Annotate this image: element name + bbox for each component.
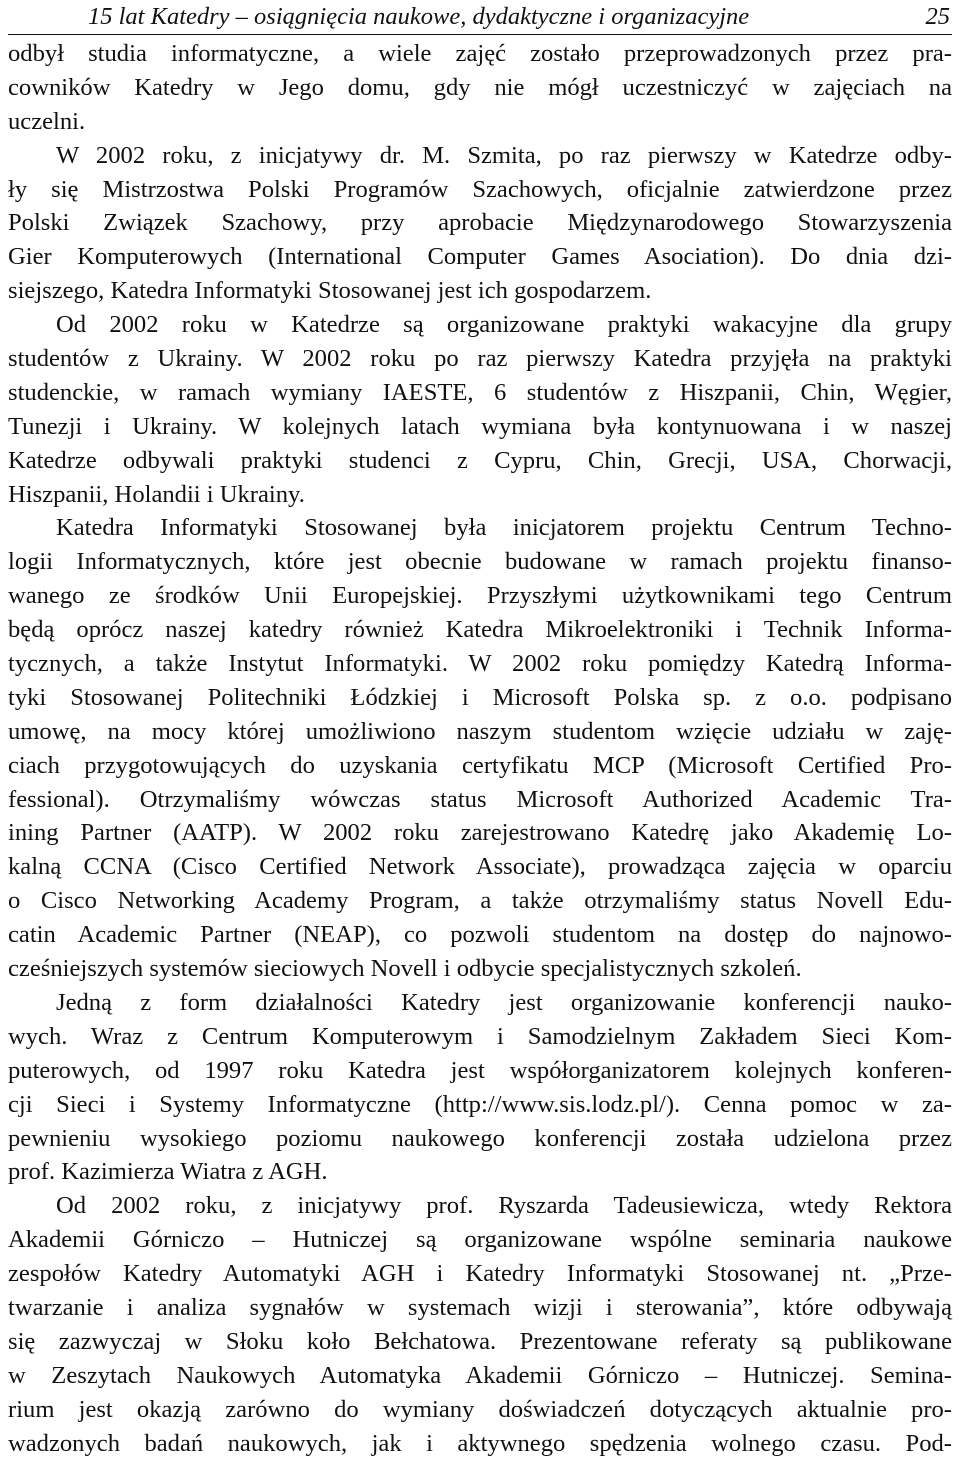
text-line: kalną CCNA (Cisco Certified Network Associate), prowadząca zajęcia w oparciu [8, 853, 952, 881]
text-line: cji Sieci i Systemy Informatyczne (http://www.sis.lodz.pl/). Cenna pomoc w za- [8, 1090, 952, 1118]
text-line: Jedną z form działalności Katedry jest organizowanie konferencji nauko- [56, 988, 952, 1016]
text-line: cześniejszych systemów sieciowych Novell i odbycie specjalistycznych szkoleń. [8, 955, 802, 983]
text-line: siejszego, Katedra Informatyki Stosowanej jest ich gospodarzem. [8, 277, 652, 305]
text-line: ciach przygotowujących do uzyskania certyfikatu MCP (Microsoft Certified Pro- [8, 751, 952, 779]
body-text [8, 37, 952, 1460]
text-line: umowę, na mocy której umożliwiono naszym studentom wzięcie udziału w zaję- [8, 717, 952, 745]
text-line: Gier Komputerowych (International Computer Games Asociation). Do dnia dzi- [8, 243, 952, 271]
text-line: uczelni. [8, 107, 86, 135]
text-line: twarzanie i analiza sygnałów w systemach wizji i sterowania”, które odbywają [8, 1293, 952, 1321]
paragraph [8, 511, 952, 985]
text-line: puterowych, od 1997 roku Katedra jest współorganizatorem kolejnych konferen- [8, 1056, 952, 1084]
text-line: o Cisco Networking Academy Program, a także otrzymaliśmy status Novell Edu- [8, 887, 952, 915]
text-line: studentów z Ukrainy. W 2002 roku po raz pierwszy Katedra przyjęła na praktyki [8, 345, 952, 373]
paragraph [8, 139, 952, 308]
text-line: Hiszpanii, Holandii i Ukrainy. [8, 480, 305, 508]
text-line: catin Academic Partner (NEAP), co pozwoli studentom na dostęp do najnowo- [8, 921, 952, 949]
text-line: zespołów Katedry Automatyki AGH i Katedry Informatyki Stosowanej nt. „Prze- [8, 1260, 952, 1288]
text-line: wadzonych badań naukowych, jak i aktywnego spędzenia wolnego czasu. Pod- [8, 1429, 952, 1457]
text-line: Katedra Informatyki Stosowanej była inicjatorem projektu Centrum Techno- [56, 514, 952, 542]
text-line: odbył studia informatyczne, a wiele zajęć zostało przeprowadzonych przez pra- [8, 40, 952, 67]
text-line: Od 2002 roku w Katedrze są organizowane praktyki wakacyjne dla grupy [56, 311, 952, 339]
document-page [8, 0, 952, 1460]
paragraph [8, 1189, 952, 1460]
text-line: tyki Stosowanej Politechniki Łódzkiej i Microsoft Polska sp. z o.o. podpisano [8, 683, 952, 711]
text-line: Tunezji i Ukrainy. W kolejnych latach wymiana była kontynuowana i w naszej [8, 412, 952, 440]
text-line: Katedrze odbywali praktyki studenci z Cypru, Chin, Grecji, USA, Chorwacji, [8, 446, 952, 474]
text-line: Od 2002 roku, z inicjatywy prof. Ryszarda Tadeusiewicza, wtedy Rektora [56, 1192, 952, 1220]
text-line: prof. Kazimierza Wiatra z AGH. [8, 1158, 328, 1186]
paragraph [8, 37, 952, 139]
text-line: Akademii Górniczo – Hutniczej są organizowane wspólne seminaria naukowe [8, 1226, 952, 1254]
text-line: cowników Katedry w Jego domu, gdy nie mógł uczestniczyć w zajęciach na [8, 73, 952, 101]
paragraph [8, 308, 952, 511]
text-line: fessional). Otrzymaliśmy wówczas status Microsoft Authorized Academic Tra- [8, 785, 952, 813]
text-line: ły się Mistrzostwa Polski Programów Szachowych, oficjalnie zatwierdzone przez [8, 175, 952, 203]
running-header [8, 0, 952, 35]
text-line: studenckie, w ramach wymiany IAESTE, 6 studentów z Hiszpanii, Chin, Węgier, [8, 378, 952, 406]
paragraph [8, 986, 952, 1189]
text-line: pewnieniu wysokiego poziomu naukowego konferencji została udzielona przez [8, 1124, 952, 1152]
page-number: 25 [925, 3, 950, 30]
text-line: wych. Wraz z Centrum Komputerowym i Samodzielnym Zakładem Sieci Kom- [8, 1022, 952, 1050]
text-line: W 2002 roku, z inicjatywy dr. M. Szmita, po raz pierwszy w Katedrze odby- [56, 141, 952, 169]
text-line: w Zeszytach Naukowych Automatyka Akademii Górniczo – Hutniczej. Semina- [8, 1361, 952, 1389]
text-line: się zazwyczaj w Słoku koło Bełchatowa. Prezentowane referaty są publikowane [8, 1327, 952, 1355]
text-line: logii Informatycznych, które jest obecnie budowane w ramach projektu finanso- [8, 548, 952, 576]
running-header-title: 15 lat Katedry – osiągnięcia naukowe, dydaktyczne i organizacyjne [88, 3, 750, 30]
text-line: ining Partner (AATP). W 2002 roku zarejestrowano Katedrę jako Akademię Lo- [8, 819, 952, 847]
text-line: wanego ze środków Unii Europejskiej. Przyszłymi użytkownikami tego Centrum [8, 582, 952, 610]
text-line: będą oprócz naszej katedry również Katedra Mikroelektroniki i Technik Informa- [8, 616, 952, 644]
text-line: rium jest okazją zarówno do wymiany doświadczeń dotyczących aktualnie pro- [8, 1395, 952, 1423]
text-line: Polski Związek Szachowy, przy aprobacie Międzynarodowego Stowarzyszenia [8, 209, 952, 237]
text-line: tycznych, a także Instytut Informatyki. W 2002 roku pomiędzy Katedrą Informa- [8, 650, 952, 678]
